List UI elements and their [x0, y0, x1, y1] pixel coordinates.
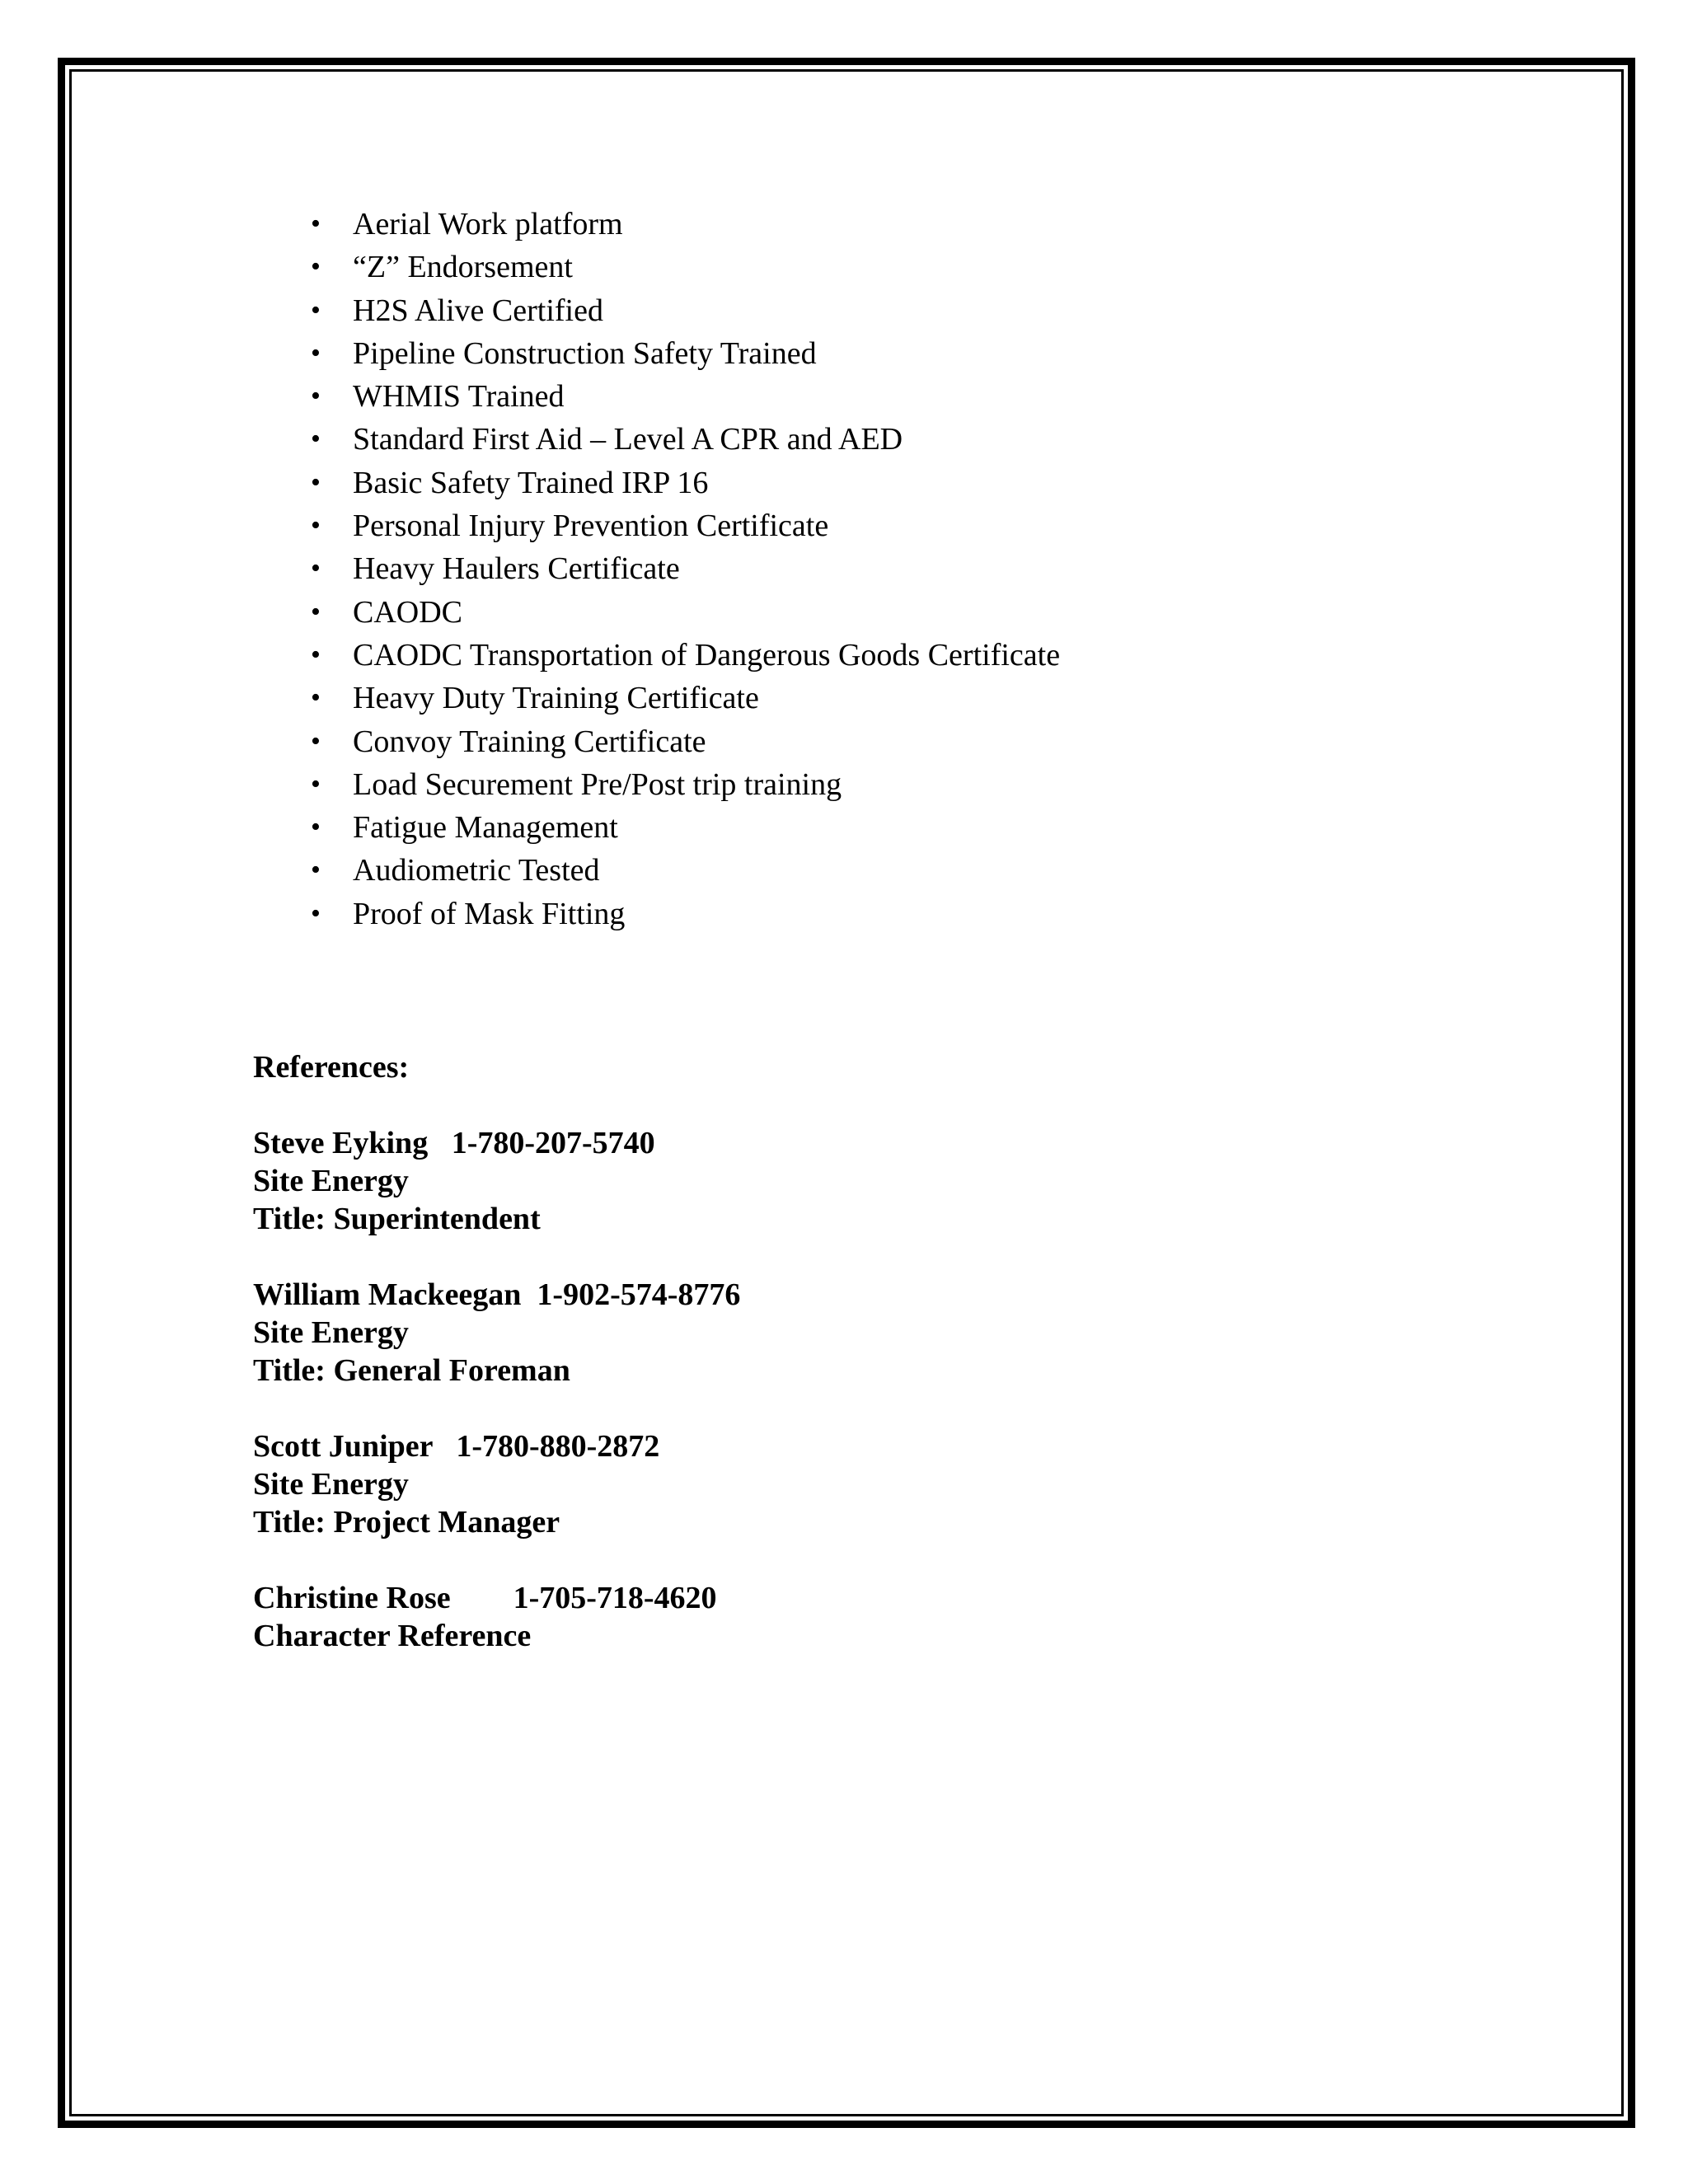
reference-entry: [253, 1276, 740, 1390]
bullet-icon: •: [311, 682, 321, 714]
bullet-icon: •: [311, 553, 321, 584]
certification-text: Convoy Training Certificate: [353, 724, 706, 759]
reference-company: Site Energy: [253, 1467, 409, 1502]
certification-text: Personal Injury Prevention Certificate: [353, 509, 829, 544]
list-item: [303, 591, 1060, 634]
list-item: [303, 418, 1060, 461]
list-item: [303, 634, 1060, 677]
reference-company: Character Reference: [253, 1619, 532, 1653]
references-heading: References:: [253, 1050, 410, 1085]
reference-entry: [253, 1579, 740, 1655]
list-item: [303, 203, 1060, 246]
certification-text: Standard First Aid – Level A CPR and AED: [353, 422, 903, 457]
reference-title: Title: Superintendent: [253, 1202, 541, 1236]
list-item: [303, 547, 1060, 590]
bullet-icon: •: [311, 424, 321, 455]
reference-company: Site Energy: [253, 1315, 409, 1350]
list-item: [303, 289, 1060, 332]
bullet-icon: •: [311, 855, 321, 886]
certification-text: Load Securement Pre/Post trip training: [353, 766, 842, 802]
certification-text: Fatigue Management: [353, 810, 618, 846]
bullet-icon: •: [311, 768, 321, 799]
certification-text: “Z” Endorsement: [353, 250, 573, 285]
bullet-icon: •: [311, 812, 321, 843]
bullet-icon: •: [311, 596, 321, 627]
list-item: [303, 462, 1060, 504]
list-item: [303, 763, 1060, 806]
reference-entry: [253, 1427, 740, 1541]
list-item: [303, 504, 1060, 547]
list-item: [303, 720, 1060, 763]
list-item: [303, 893, 1060, 935]
reference-company: Site Energy: [253, 1164, 409, 1198]
certification-text: Aerial Work platform: [353, 207, 623, 241]
certification-text: Basic Safety Trained IRP 16: [353, 465, 709, 500]
list-item: [303, 849, 1060, 892]
certification-text: CAODC: [353, 594, 463, 630]
reference-entry: [253, 1124, 740, 1238]
certification-text: CAODC Transportation of Dangerous Goods Certificate: [353, 637, 1061, 673]
bullet-icon: •: [311, 337, 321, 368]
certification-text: Audiometric Tested: [353, 853, 600, 888]
bullet-icon: •: [311, 639, 321, 670]
bullet-icon: •: [311, 898, 321, 929]
bullet-icon: •: [311, 725, 321, 757]
list-item: [303, 246, 1060, 288]
list-item: [303, 332, 1060, 375]
reference-name-phone: Steve Eyking 1-780-207-5740: [253, 1126, 655, 1160]
bullet-icon: •: [311, 294, 321, 326]
certification-text: Pipeline Construction Safety Trained: [353, 335, 817, 371]
references-section: [253, 1048, 740, 1693]
reference-title: Title: General Foreman: [253, 1353, 570, 1388]
bullet-icon: •: [311, 381, 321, 412]
reference-name-phone: Scott Juniper 1-780-880-2872: [253, 1429, 660, 1464]
list-item: [303, 806, 1060, 849]
reference-title: Title: Project Manager: [253, 1505, 560, 1540]
bullet-icon: •: [311, 510, 321, 541]
bullet-icon: •: [311, 466, 321, 498]
certification-text: H2S Alive Certified: [353, 293, 603, 328]
certification-text: Heavy Duty Training Certificate: [353, 681, 759, 716]
reference-name-phone: William Mackeegan 1-902-574-8776: [253, 1277, 741, 1312]
certification-text: Proof of Mask Fitting: [353, 896, 626, 931]
list-item: [303, 677, 1060, 719]
bullet-icon: •: [311, 251, 321, 283]
bullet-icon: •: [311, 209, 321, 239]
list-item: [303, 375, 1060, 418]
certification-text: WHMIS Trained: [353, 379, 565, 415]
certifications-list: [303, 203, 1060, 935]
reference-name-phone: Christine Rose 1-705-718-4620: [253, 1581, 717, 1615]
certification-text: Heavy Haulers Certificate: [353, 551, 680, 587]
